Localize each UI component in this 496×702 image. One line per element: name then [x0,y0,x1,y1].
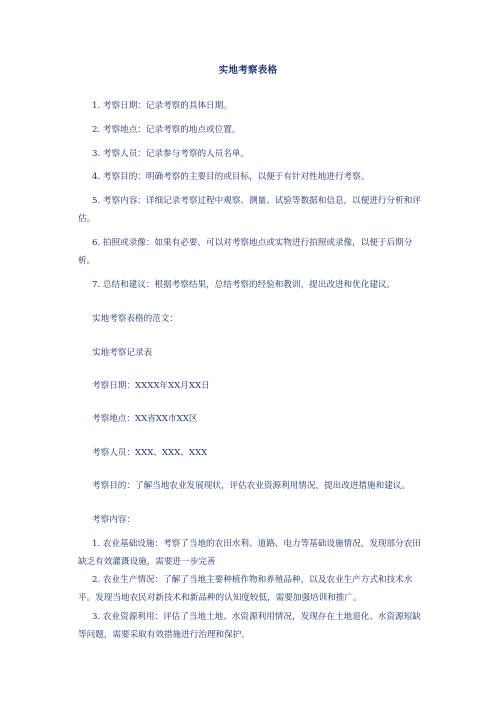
list-item: 7. 总结和建议：根据考察结果，总结考察的经验和教训，提出改进和优化建议。 [92,280,396,290]
list-item: 3. 考察人员：记录参与考察的人员名单。 [92,149,250,159]
content-item: 2. 农业生产情况：了解了当地主要种植作物和养殖品种，以及农业生产方式和技术水平。发现当地农民对新技术和新品种的认知度较低，需要加强培训和推广。 [78,575,413,603]
list-item: 2. 考察地点：记录考察的地点或位置。 [92,125,241,135]
content-item: 1. 农业基础设施：考察了当地的农田水利、道路、电力等基础设施情况，发现部分农田缺乏有效灌溉设施，需要进一步完善 [78,539,421,567]
page-title: 实地考察表格 [218,65,278,76]
list-item: 1. 考察日期：记录考察的具体日期。 [92,101,232,111]
list-item: 6. 拍照或录像：如果有必要，可以对考察地点或实物进行拍照或录像，以便于后期分析。 [78,238,413,266]
record-title: 实地考察记录表 [92,348,153,358]
sample-heading: 实地考察表格的范文： [92,314,178,324]
list-item: 5. 考察内容：详细记录考察过程中观察、测量、试验等数据和信息，以便进行分析和评估。 [78,196,421,224]
people-line: 考察人员：XXX、XXX、XXX [92,448,208,458]
content-heading: 考察内容： [92,515,135,525]
purpose-line: 考察目的：了解当地农业发展现状，评估农业资源利用情况，提出改进措施和建议。 [92,481,410,491]
list-item: 4. 考察目的：明确考察的主要目的或目标，以便于有针对性地进行考察。 [92,172,370,182]
content-item: 3. 农业资源利用：评估了当地土地、水资源利用情况，发现存在土地退化、水资源短缺等问题，需要采取有效措施进行治理和保护。 [78,612,421,640]
date-line: 考察日期：XXXX年XX月XX日 [92,381,210,391]
location-line: 考察地点：XX省XX市XX区 [92,414,198,424]
